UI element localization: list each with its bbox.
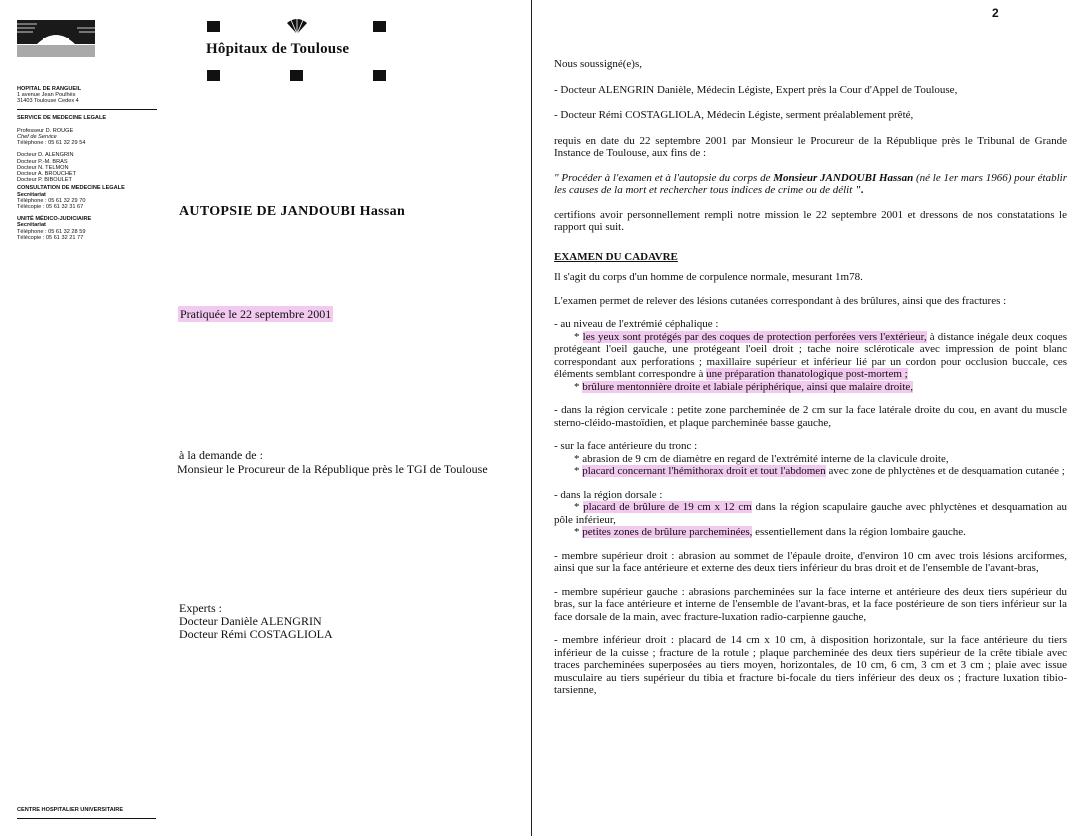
highlight: brûlure mentonnière droite et labiale périphérique, ainsi que malaire droite, [582,380,914,393]
report-body [554,58,1067,697]
doctor-name: Docteur N. TELMON [17,164,69,171]
brand-name: Hôpitaux de Toulouse [206,41,350,57]
finding-item [554,453,1067,466]
bullet: * [574,465,580,477]
finding-title: - membre supérieur droit : abrasion au sommet de l'épaule droite, d'environ 10 cm avec trois lésions arciformes, ainsi que sur la face antérieure et externe des deux tiers inférieur du bras droit et de l'ensemble de l'avant-bras, [554,549,1067,574]
finding-text: dans la région scapulaire gauche avec phlyctènes et desquamation au pôle inférieur, [554,501,1067,526]
unit-phone: Téléphone : 05 61 32 28 59 [17,228,86,235]
unit-title: UNITÉ MÉDICO-JUDICIAIRE [17,216,92,223]
expert-name: Docteur Danièle ALENGRIN [179,614,322,628]
finding-title: - membre inférieur droit : placard de 14 cm x 10 cm, à disposition horizontale, sur la face antérieure du tiers inférieur de la cuisse ; fracture de la rotule ; plaque parcheminée des deux tiers supérieur de la crête tibiale avec traces parcheminées superposées au tiers moyen, horizontales, de 10 cm, 6 cm, 3 cm et 3 cm ; plaie avec issue musculaire au tiers supérieur du tibia et fracture bi-focale du tiers inférieur des deux os ; fracture luxation tibio-tarsienne, [554,634,1067,696]
doctor-name: Docteur P.-M. BRAS [17,158,68,165]
autopsy-date [178,307,333,321]
paragraph: L'examen permet de relever des lésions cutanées correspondant à des brûlures, ainsi que des fractures : [554,294,1007,307]
quote-end: ". [852,184,864,196]
address-line: 1 avenue Jean Poulhès [17,92,76,99]
highlight: une préparation thanatologique post-mortem ; [706,368,908,380]
unit-fax: Télécopie : 05 61 32 21 77 [17,234,84,241]
finding-title: - dans la région dorsale : [554,488,663,501]
paragraph: Il s'agit du corps d'un homme de corpulence normale, mesurant 1m78. [554,271,863,283]
highlight: petites zones de brûlure parcheminées, [582,526,753,538]
request-by: Monsieur le Procureur de la République près le TGI de Toulouse [177,462,488,476]
consultation-title: CONSULTATION DE MEDECINE LEGALE [17,185,125,192]
finding-item [554,381,1067,394]
finding-text: abrasion de 9 cm de diamètre en regard de l'extrémité interne de la clavicule droite, [582,452,949,465]
bullet: * [574,501,580,513]
chief-name: Professeur D. ROUGE [17,127,74,134]
finding-title: - au niveau de l'extrémié céphalique : [554,318,719,330]
bullet: * [574,452,580,465]
chief-phone: Téléphone : 05 61 32 29 54 [17,140,86,147]
bullet: * [574,330,580,343]
hospital-name: HOPITAL DE RANGUEIL [17,86,82,92]
footer-label: CENTRE HOSPITALIER UNIVERSITAIRE [17,807,124,813]
unit-secretariat: Secrétariat [17,222,46,229]
autopsy-date-highlight: Pratiquée le 22 septembre 2001 [180,307,332,321]
paragraph: - Docteur Rémi COSTAGLIOLA, Médecin Légiste, serment préalablement prêté, [554,109,914,121]
doctor-name: Docteur P. BIBOULET [17,177,72,184]
section-heading: EXAMEN DU CADAVRE [554,250,678,263]
paragraph: requis en date du 22 septembre 2001 par Monsieur le Procureur de la République près le Tribunal de Grande Instance de Toulouse, aux fins de : [554,134,1067,159]
paragraph: certifions avoir personnellement rempli notre mission le 22 septembre 2001 et dressons de nos constatations le rapport qui suit. [554,208,1067,233]
mission-quote [554,172,1067,197]
consultation-fax: Télécopie : 05 61 32 31 67 [17,204,84,211]
paragraph: - Docteur ALENGRIN Danièle, Médecin Légiste, Expert près la Cour d'Appel de Toulouse, [554,83,958,96]
finding-title: - membre supérieur gauche : abrasions parcheminées sur la face interne et antérieure des deux tiers supérieur du bras, sur la face antérieure et interne de l'ensemble de l'avant-bras, et la face postérieure de son tiers inférieur sur la face dorsale de la main, avec fracture-luxation radio-carpienne gauche, [554,585,1067,623]
letterhead-rule [17,109,157,110]
paragraph: Nous soussigné(e)s, [554,58,642,70]
shell-icon [286,17,308,35]
highlight: les yeux sont protégés par des coques de protection perforées vers l'extérieur, [582,330,927,343]
finding-text: à distance inégale deux coques protégeant l'oeil gauche, une protégeant l'oeil droit ; tache noire scléroticale avec impression de point blanc correspondant aux perforations ; maxillaire supérieur et inférieur lié par un cordon pour occlusion buccale, ces éléments semblant correspondre à [554,330,1068,380]
brand-square-icon [373,70,386,81]
quote-text: " Procéder à l'examen et à l'autopsie du corps de [554,171,774,184]
page-number: 2 [992,6,999,20]
footer-rule [17,818,156,819]
chief-role: Chef de Service [17,134,57,141]
bullet: * [574,380,580,393]
request-label: à la demande de : [179,448,263,462]
highlight: placard de brûlure de 19 cm x 12 cm [583,501,752,513]
highlight: placard concernant l'hémithorax droit et tout l'abdomen [582,465,826,477]
brand-square-icon [207,70,220,81]
finding-item [554,331,1067,381]
service-name: SERVICE DE MEDECINE LEGALE [17,114,107,121]
consultation-phone: Téléphone : 05 61 32 29 70 [17,197,86,204]
experts-label: Experts : [179,601,222,615]
doctor-name: Docteur A. BROUCHET [17,171,77,178]
finding-item [554,465,1067,478]
finding-title: - sur la face antérieure du tronc : [554,440,698,452]
consultation-secretariat: Secrétariat [17,191,46,198]
address-line: 31403 Toulouse Cedex 4 [17,98,79,105]
doctor-name: Docteur D. ALENGRIN [17,152,74,159]
quote-text: (né le 1er mars 1966) pour établir les causes de la mort et rechercher tous indices de crime ou de délit [554,171,1067,196]
finding-item [554,526,1067,539]
hospital-logo [17,20,95,60]
expert-name: Docteur Rémi COSTAGLIOLA [179,627,333,641]
brand-square-icon [207,21,220,32]
brand-square-icon [373,21,386,32]
page-divider [531,0,532,836]
finding-title: - dans la région cervicale : petite zone parcheminée de 2 cm sur la face latérale droite du cou, en avant du muscle sterno-cléido-mastoïdien, et plaque parcheminée basse gauche, [554,404,1067,429]
brand-square-icon [290,70,303,81]
finding-text: essentiellement dans la région lombaire gauche. [752,526,966,538]
document-title: AUTOPSIE DE JANDOUBI Hassan [179,204,406,219]
finding-text: avec zone de phlyctènes et de desquamation cutanée ; [825,465,1065,477]
bullet: * [574,526,580,538]
letterhead-sidebar [17,86,167,241]
finding-item [554,501,1067,526]
quote-name: Monsieur JANDOUBI Hassan [773,171,914,184]
